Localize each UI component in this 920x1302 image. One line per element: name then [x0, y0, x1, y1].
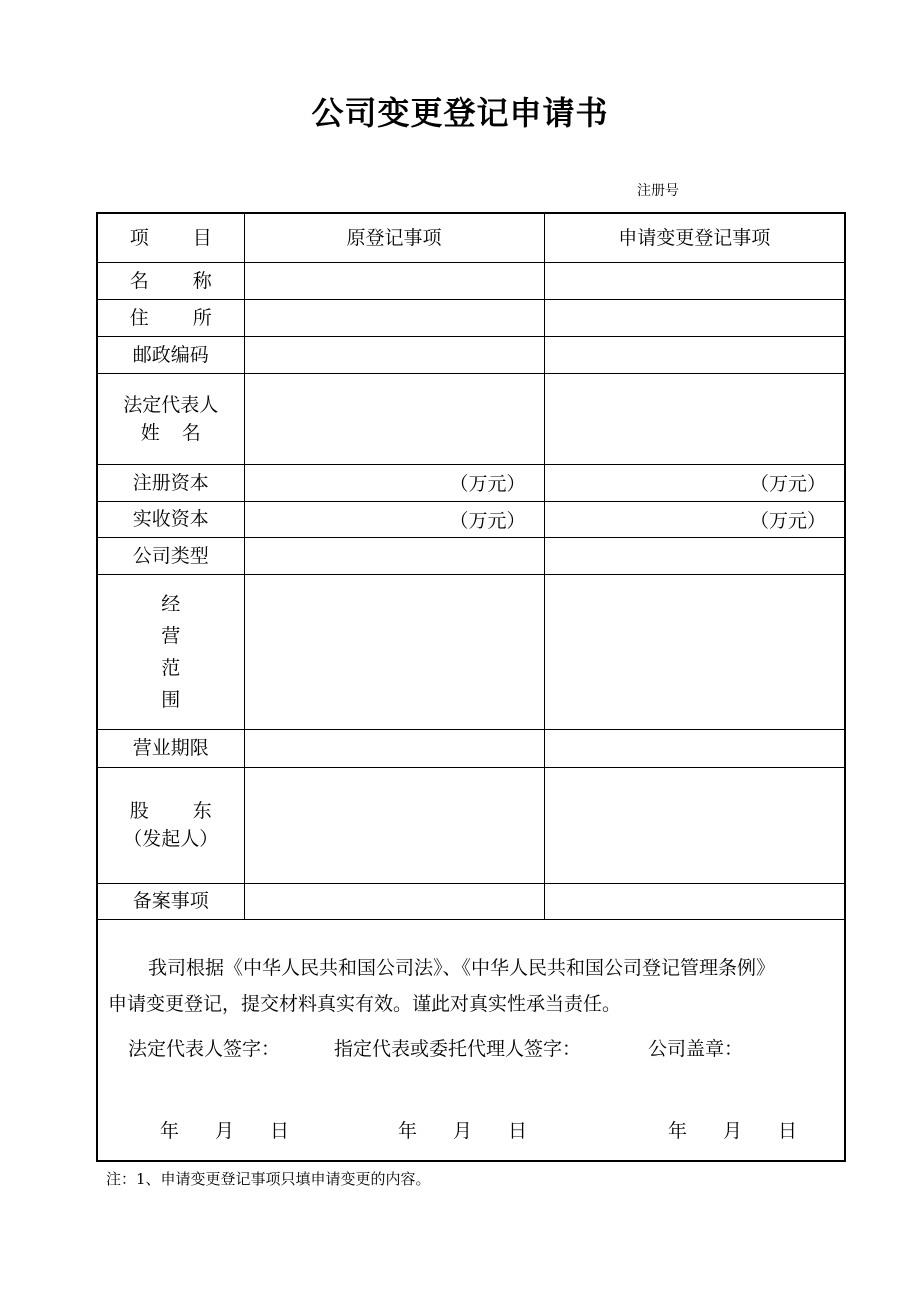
row-label-legal-rep [97, 373, 244, 464]
original-address-cell[interactable] [244, 299, 544, 336]
original-paid-capital-cell[interactable]: （万元） [244, 501, 544, 537]
declaration-cell [97, 919, 845, 1161]
declaration-block [98, 920, 844, 1160]
registration-number-label: 注册号 [637, 183, 679, 199]
declaration-line1 [108, 950, 838, 986]
original-business-scope-cell[interactable] [244, 574, 544, 729]
legal-rep-signature-label: 法定代表人签字： [128, 1037, 281, 1060]
original-name-cell[interactable] [244, 262, 544, 299]
requested-legal-rep-cell[interactable] [544, 373, 845, 464]
table-row [97, 574, 845, 729]
change-registration-table [96, 212, 846, 1162]
row-label-filing-items: 备案事项 [97, 883, 244, 919]
document-title: 公司变更登记申请书 [311, 94, 609, 132]
shareholders-label-line2: （发起人） [123, 828, 219, 850]
agent-signature-label: 指定代表或委托代理人签字： [334, 1037, 582, 1060]
row-label-postcode: 邮政编码 [97, 336, 244, 373]
original-business-term-cell[interactable] [244, 729, 544, 767]
original-legal-rep-cell[interactable] [244, 373, 544, 464]
table-row [97, 729, 845, 767]
requested-filing-items-cell[interactable] [544, 883, 845, 919]
table-header-row [97, 213, 845, 262]
header-original: 原登记事项 [244, 213, 544, 262]
original-postcode-cell[interactable] [244, 336, 544, 373]
original-shareholders-cell[interactable] [244, 767, 544, 883]
row-label-reg-capital: 注册资本 [97, 464, 244, 501]
row-label-business-term: 营业期限 [97, 729, 244, 767]
declaration-line2: 申请变更登记，提交材料真实有效。谨此对真实性承当责任。 [108, 992, 622, 1015]
header-item [97, 213, 244, 262]
original-filing-items-cell[interactable] [244, 883, 544, 919]
requested-reg-capital-cell[interactable]: （万元） [544, 464, 845, 501]
legal-rep-label-line2: 姓 名 [140, 421, 201, 444]
table-row [97, 537, 845, 574]
day-label: 日 [778, 1119, 798, 1142]
footnote: 注：1、申请变更登记事项只填申请变更的内容。 [106, 1170, 431, 1188]
month-label: 月 [215, 1119, 235, 1142]
row-label-business-scope [97, 574, 244, 729]
month-label: 月 [453, 1119, 473, 1142]
row-label-paid-capital: 实收资本 [97, 501, 244, 537]
table-row [97, 501, 845, 537]
table-row [97, 464, 845, 501]
agent-date [398, 1116, 527, 1143]
requested-business-scope-cell[interactable] [544, 574, 845, 729]
table-row [97, 373, 845, 464]
original-company-type-cell[interactable] [244, 537, 544, 574]
scope-char: 经 [161, 592, 181, 615]
year-label: 年 [668, 1119, 688, 1142]
declaration-row [97, 919, 845, 1161]
table-row [97, 336, 845, 373]
company-seal-label: 公司盖章： [648, 1037, 744, 1060]
header-requested: 申请变更登记事项 [544, 213, 845, 262]
month-label: 月 [723, 1119, 743, 1142]
requested-business-term-cell[interactable] [544, 729, 845, 767]
row-label-address: 住 所 [97, 299, 244, 336]
row-label-name: 名 称 [97, 262, 244, 299]
table-row [97, 299, 845, 336]
legal-rep-date [160, 1116, 289, 1143]
requested-company-type-cell[interactable] [544, 537, 845, 574]
original-reg-capital-cell[interactable]: （万元） [244, 464, 544, 501]
header-item-label: 项 目 [129, 226, 212, 249]
requested-paid-capital-cell[interactable]: （万元） [544, 501, 845, 537]
row-label-company-type: 公司类型 [97, 537, 244, 574]
scope-char: 营 [161, 624, 181, 647]
scope-char: 围 [161, 688, 181, 711]
row-label-shareholders [97, 767, 244, 883]
requested-name-cell[interactable] [544, 262, 845, 299]
scope-char: 范 [161, 656, 181, 679]
company-date [668, 1116, 797, 1143]
requested-postcode-cell[interactable] [544, 336, 845, 373]
declaration-text [108, 950, 838, 1022]
declaration-line1-text: 我司根据《中华人民共和国公司法》、《中华人民共和国公司登记管理条例》 [148, 956, 776, 979]
legal-rep-label-line1: 法定代表人 [123, 393, 219, 416]
year-label: 年 [160, 1119, 180, 1142]
day-label: 日 [508, 1119, 528, 1142]
day-label: 日 [270, 1119, 290, 1142]
requested-shareholders-cell[interactable] [544, 767, 845, 883]
table-row [97, 262, 845, 299]
requested-address-cell[interactable] [544, 299, 845, 336]
table-row [97, 767, 845, 883]
table-row [97, 883, 845, 919]
shareholders-label-line1: 股 东 [129, 800, 212, 822]
year-label: 年 [398, 1119, 418, 1142]
